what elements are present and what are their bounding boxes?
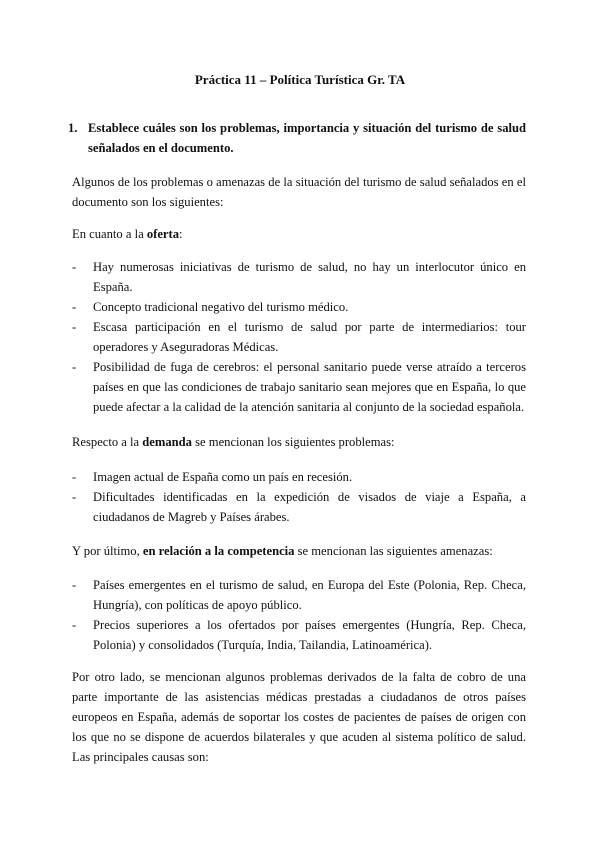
demanda-tail: se mencionan los siguientes problemas:: [191, 435, 395, 449]
oferta-heading: [72, 224, 526, 244]
bullet-dash: -: [72, 300, 77, 314]
competencia-list: [72, 575, 526, 655]
list-item-text: Hay numerosas iniciativas de turismo de salud, no hay un interlocutor único en España.: [93, 260, 526, 294]
list-item: [72, 615, 526, 655]
oferta-tail: :: [179, 227, 183, 241]
demanda-heading: [72, 432, 526, 452]
question-number: 1.: [68, 121, 78, 135]
list-item-text: Países emergentes en el turismo de salud, en Europa del Este (Polonia, Rep. Checa, Hungría), con políticas de apoyo público.: [93, 578, 526, 612]
list-item: [72, 357, 526, 417]
list-item: [72, 257, 526, 297]
list-item-text: Imagen actual de España como un país en recesión.: [93, 470, 353, 484]
oferta-bold: oferta: [146, 227, 180, 241]
bullet-dash: -: [72, 470, 77, 484]
oferta-list: [72, 257, 526, 417]
bullet-dash: -: [72, 578, 77, 592]
oferta-lead: En cuanto a la: [72, 227, 147, 241]
list-item: [72, 467, 526, 487]
list-item-text: Escasa participación en el turismo de salud por parte de intermediarios: tour operadores y Aseguradoras Médicas.: [93, 320, 526, 354]
demanda-bold: demanda: [142, 435, 192, 449]
competencia-tail: se mencionan las siguientes amenazas:: [294, 544, 493, 558]
bullet-dash: -: [72, 260, 77, 274]
bullet-dash: -: [72, 618, 77, 632]
intro-paragraph: Algunos de los problemas o amenazas de la situación del turismo de salud señalados en el documento son los siguientes:: [72, 175, 526, 209]
demanda-lead: Respecto a la: [72, 435, 143, 449]
bullet-dash: -: [72, 490, 77, 504]
list-item-text: Precios superiores a los ofertados por países emergentes (Hungría, Rep. Checa, Polonia) y consolidados (Turquía, India, Tailandia, Latinoamérica).: [93, 618, 526, 652]
question-heading: [68, 118, 526, 158]
bullet-dash: -: [72, 360, 77, 374]
list-item: [72, 575, 526, 615]
competencia-lead: Y por último,: [72, 544, 143, 558]
document-title: Práctica 11 – Política Turística Gr. TA: [194, 72, 406, 87]
competencia-heading: [72, 541, 526, 561]
closing-paragraph: Por otro lado, se mencionan algunos problemas derivados de la falta de cobro de una parte importante de las asistencias médicas prestadas a ciudadanos de otros países europeos en España, además de soportar los costes de pacientes de países de origen con los que no se dispone de acuerdos bilaterales y que acuden al sistema político de salud. Las principales causas son:: [72, 670, 526, 764]
list-item-text: Concepto tradicional negativo del turismo médico.: [93, 300, 349, 314]
competencia-bold: en relación a la competencia: [142, 544, 295, 558]
demanda-list: [72, 467, 526, 527]
list-item: [72, 297, 526, 317]
list-item: [72, 317, 526, 357]
list-item-text: Dificultades identificadas en la expedición de visados de viaje a España, a ciudadanos de Magreb y Países árabes.: [93, 490, 526, 524]
question-text: Establece cuáles son los problemas, importancia y situación del turismo de salud señalados en el documento.: [88, 121, 526, 155]
bullet-dash: -: [72, 320, 77, 334]
list-item: [72, 487, 526, 527]
list-item-text: Posibilidad de fuga de cerebros: el personal sanitario puede verse atraído a terceros países en que las condiciones de trabajo sanitario sean mejores que en España, lo que puede afectar a la calidad de la atención sanitaria al conjunto de la sociedad española.: [93, 360, 526, 414]
